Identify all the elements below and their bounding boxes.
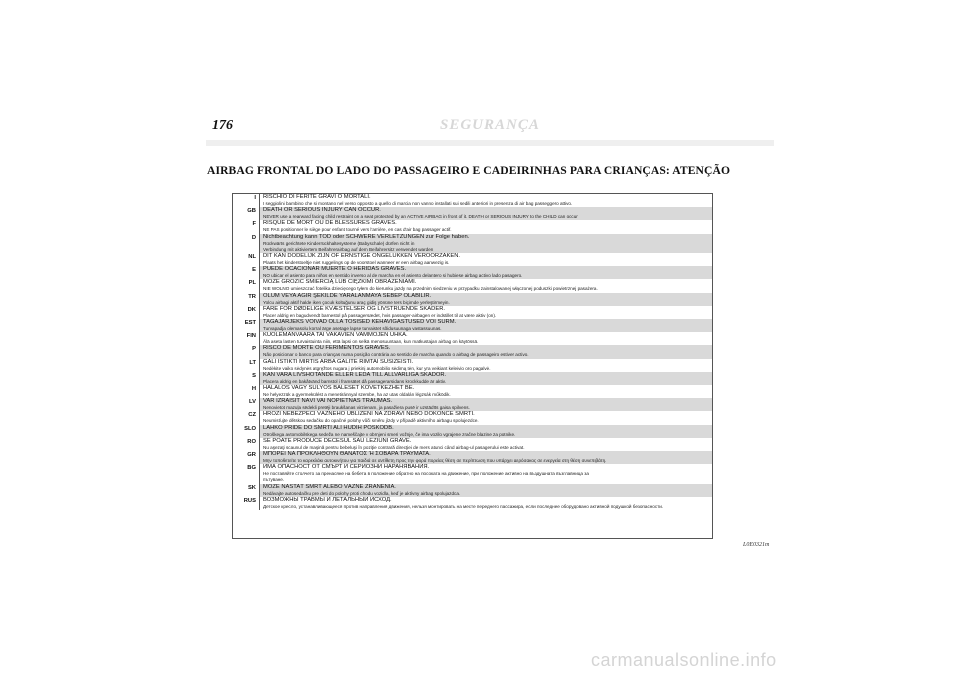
warning-detail: NEVER use a rearward facing child restraint on a seat protected by an ACTIVE AIRBAG in front of it. DEATH or SERIOUS INJURY to the CHILD can occur [263,214,578,220]
warning-title: ВОЗМОЖНЫ ТРАВМЫ И ЛЕТАЛЬНЫЙ ИСХОД. [263,496,392,503]
warning-title: TAGAJÄRJEKS VÕIVAD OLLA TÕSISED KEHAVIGASTUSED VÕI SURM. [263,319,457,326]
warning-title: ÖLÜM VEYA AĞIR ŞEKİLDE YARALANMAYA SEBEP OLABİLİR. [263,292,432,299]
language-code: CZ [233,411,260,424]
warning-detail: Neumisťujte dětskou sedačku do opačné polohy vůči směru jízdy v případě aktivního airbagu spolujezdce. [263,418,479,424]
warning-text [260,253,712,266]
warning-detail: Não posicionar o banco para crianças numa posição contrária ao sentido de marcha quando o airbag de passageiro estiver activo. [263,352,529,358]
warning-text [260,332,712,345]
warning-title: KAN VARA LIVSHOTANDE ELLER LEDA TILL ALLVARLIGA SKADOR. [263,371,447,378]
warning-title: RISQUE DE MORT OU DE BLESSURES GRAVES. [263,220,397,227]
language-code: LT [233,359,260,372]
warning-detail: Turvapadja olemasolu korral ärge asetage lapse turvaistet sõidusuunaga vastassuunas. [263,326,442,332]
warning-detail: NO ubicar el asiento para niños en sentido inverso al de marcha en el asiento delantero si hubiese airbag activo lado pasagero. [263,273,523,279]
warning-title: SE POATE PRODUCE DECESUL SAU LEZIUNI GRAVE. [263,437,412,444]
warning-text [260,464,712,483]
language-code: DK [233,306,260,319]
language-code: SK [233,484,260,497]
warning-text [260,425,712,438]
warning-text [260,398,712,411]
warning-text [260,385,712,398]
language-code: EST [233,319,260,332]
warning-title: ΜΠΟΡΕΙ ΝΑ ΠΡΟΚΛΗΘΟΥΝ ΘΑΝΑΤΟΣ Ή ΣΟΒΑΡΑ ΤΡΑΥΜΑΤΑ. [263,451,431,458]
warning-text [260,293,712,306]
warning-detail: пътуване. [263,477,285,483]
warning-title: HALÁLOS VAGY SÚLYOS BALESET KÖVETKEZHET BE. [263,385,415,392]
warning-row [233,497,712,510]
warning-detail: Ne helyezzük a gyermekülést a menetiránnyal szembe, ha az utas oldalán légzsák működik. [263,392,451,398]
language-code: GB [233,207,260,220]
warning-row [233,220,712,233]
warning-detail: Verbindung mit aktiviertem Beifahrerairbag auf dem Beifahrersitz verwendet warden [263,246,434,252]
language-code: LV [233,398,260,411]
warning-detail: Otroškega avtomobilskega sedeža ne nameščajte v obrnjeni smeri vožnje, če ima vozilo vgrajene zračne blazine za potnike. [263,431,516,437]
warning-row [233,372,712,385]
language-code: TR [233,293,260,306]
warning-row [233,293,712,306]
warning-text [260,497,712,510]
language-code: F [233,220,260,233]
language-code: FIN [233,332,260,345]
warning-title: RISCHIO DI FERITE GRAVI O MORTALI. [263,194,371,200]
warning-text [260,234,712,253]
warning-detail: NE PAS positionner le siège pour enfant tourné vers l'arrière, en cas d'air bag passager actif. [263,227,452,233]
warning-title: RISCO DE MORTE OU FERIMENTOS GRAVES. [263,345,391,352]
section-title: SEGURANÇA [440,117,540,133]
page-number: 176 [212,118,233,133]
warning-detail: Nenovietot mazuļa sēdekli pretēji braukšanas virzienam, ja pasažiera pusē ir uzstādīts gaisa spilvens. [263,405,470,411]
warning-row [233,411,712,424]
image-reference-code: L0E0321m [743,542,770,548]
warning-title: PUEDE OCACIONAR MUERTE O HERIDAS GRAVES. [263,266,407,273]
warning-title: KUOLEMANVAARA TAI VAKAVIEN VAMMOJEN UHKA. [263,332,408,339]
warning-row [233,266,712,279]
warning-text [260,372,712,385]
language-code: RUS [233,497,260,510]
warning-row [233,398,712,411]
warning-row [233,345,712,358]
warning-row [233,306,712,319]
warning-row [233,279,712,292]
warning-title: VAR IZRAISĪT NĀVI VAI NOPIETNAS TRAUMAS. [263,398,393,405]
warning-detail: Yolcu airbagi aktif halde iken çocuk koltuğunu araç gidiş yönüne ters biçimde yerleştirmeyin. [263,299,450,305]
warning-detail: I seggiolini bambino che si montano nel verso opposto a quello di marcia non vanno installati sui sedili anteriori in presenza di air bag passeggero attivo. [263,201,573,206]
warning-text [260,359,712,372]
warning-row [233,332,712,345]
warning-text [260,207,712,220]
warning-detail: Nedėkite vaiko sėdynės atgręžtos nugara į priekinį automobilio sėdimą tėn, kur yra veikiant keleivio oro pagalvė. [263,365,491,371]
warning-detail: Nedávajte autosedačku pre deti do polohy proti chodu vozidla, keď je aktívny airbag spolujazdca. [263,490,461,496]
warning-text [260,345,712,358]
language-code: D [233,234,260,253]
warning-row [233,234,712,253]
warning-title: DEATH OR SERIOUS INJURY CAN OCCUR. [263,207,381,214]
language-code: S [233,372,260,385]
warning-title: Nichtbeachtung kann TOD oder SCHWERE VERLETZUNGEN zur Folge haben. [263,233,470,240]
language-code: SLO [233,425,260,438]
warning-detail: Placera aldrig en bakåtvänd barnstol i framsätet då passagerarsidans krockkudde är aktiv. [263,378,446,384]
warning-detail: Μην τοποθετείτε το καρεκλάκι αυτοκινήτου για παιδιά σε αντίθετη προς την φορά πορείας θέση σε περίπτωση που υπάρχει αερόσακος σε ενεργεία στη θέση συνεπιβάτη. [263,458,607,464]
language-code: BG [233,464,260,483]
language-code: H [233,385,260,398]
language-code: I [233,194,260,207]
warning-row [233,451,712,464]
warning-row [233,425,712,438]
warning-text [260,411,712,424]
warning-detail: Plaats het kinderstoeltje niet ruggelings op de voorstoel wanneer er een airbag aanwezig is. [263,260,450,266]
airbag-warning-table [232,193,713,539]
language-code: RO [233,438,260,451]
page-heading: AIRBAG FRONTAL DO LADO DO PASSAGEIRO E CADEIRINHAS PARA CRIANÇAS: ATENÇÃO [207,164,731,177]
warning-text [260,306,712,319]
warning-title: MÔŽE NASTAŤ SMRŤ ALEBO VÁŽNE ZRANENIA. [263,483,396,490]
warning-title: HROZÍ NEBEZPEČÍ VÁŽNÉHO UBLÍŽENÍ NA ZDRAVÍ NEBO DOKONCE SMRTI. [263,411,475,418]
warning-detail: NIE WOLNO umieszczać fotelika dziecięcego tyłem do kierunku jazdy na przednim siedzeniu w przypadku zainstalowanej włączonej poduszki powietrznej pasażera. [263,286,598,292]
warning-text [260,220,712,233]
header-rule [206,140,774,146]
warning-text [260,279,712,292]
language-code: PL [233,279,260,292]
warning-row [233,359,712,372]
warning-detail: Nu aşezaţi scaunul de maşină pentru bebeluşi în poziţie contrară direcţiei de mers atunci când airbag-ul pasagerului este activat. [263,444,525,450]
warning-detail: Älä aseta lasten turvaistuinta niin, että lapsi on selkä menosuuntaan, kun matkustajan airbag on käytössä. [263,339,479,345]
warning-title: FARE FOR DØDELIGE KVÆSTELSER OG LIVSTRUENDE SKADER. [263,305,445,312]
language-code: GR [233,451,260,464]
warning-title: MOŻE GROZIĆ ŚMIERCIĄ LUB CIĘŻKIMI OBRAŻENIAMI. [263,279,417,286]
warning-detail: Не поставяйте столчето за пренасяне на бебета в положение обратно на посоката на движение, при положение активно на въздушната възглавница за [263,471,589,477]
warning-row [233,438,712,451]
warning-title: ИМА ОПАСНОСТ ОТ СМЪРТ И СЕРИОЗНИ НАРАНЯВАНИЯ. [263,464,430,471]
warning-row [233,385,712,398]
warning-text [260,194,712,207]
warning-row [233,253,712,266]
warning-title: GALI IŠTIKTI MIRTIS ARBA GALITE RIMTAI SUSIŽEISTI. [263,358,414,365]
warning-text [260,266,712,279]
warning-detail: Rückwärts gerichtete Kinderrückhaltesysteme (Babyschale) dürfen nicht in [263,240,415,246]
warning-text [260,484,712,497]
warning-text [260,438,712,451]
warning-text [260,319,712,332]
language-code: NL [233,253,260,266]
language-code: P [233,345,260,358]
language-code: E [233,266,260,279]
warning-detail: Placer aldrig en bagudvendt barnestol på passagersædet, hvis passager-airbagen er indstillet til at være aktiv (on). [263,312,497,318]
warning-row [233,207,712,220]
warning-row [233,319,712,332]
warning-detail: Детское кресло, устанавливающееся против направления движения, нельзя монтировать на месте переднего пассажира, если последнее оборудовано активной подушкой безопасности. [263,503,664,509]
watermark: carmanualsonline.info [591,650,777,670]
warning-row [233,464,712,483]
warning-title: DIT KAN DODELIJK ZIJN OF ERNSTIGE ONGELUKKEN VEROORZAKEN. [263,253,461,260]
warning-row [233,484,712,497]
warning-row [233,194,712,207]
warning-title: LAHKO PRIDE DO SMRTI ALI HUDIH POŠKODB. [263,424,394,431]
warning-text [260,451,712,464]
